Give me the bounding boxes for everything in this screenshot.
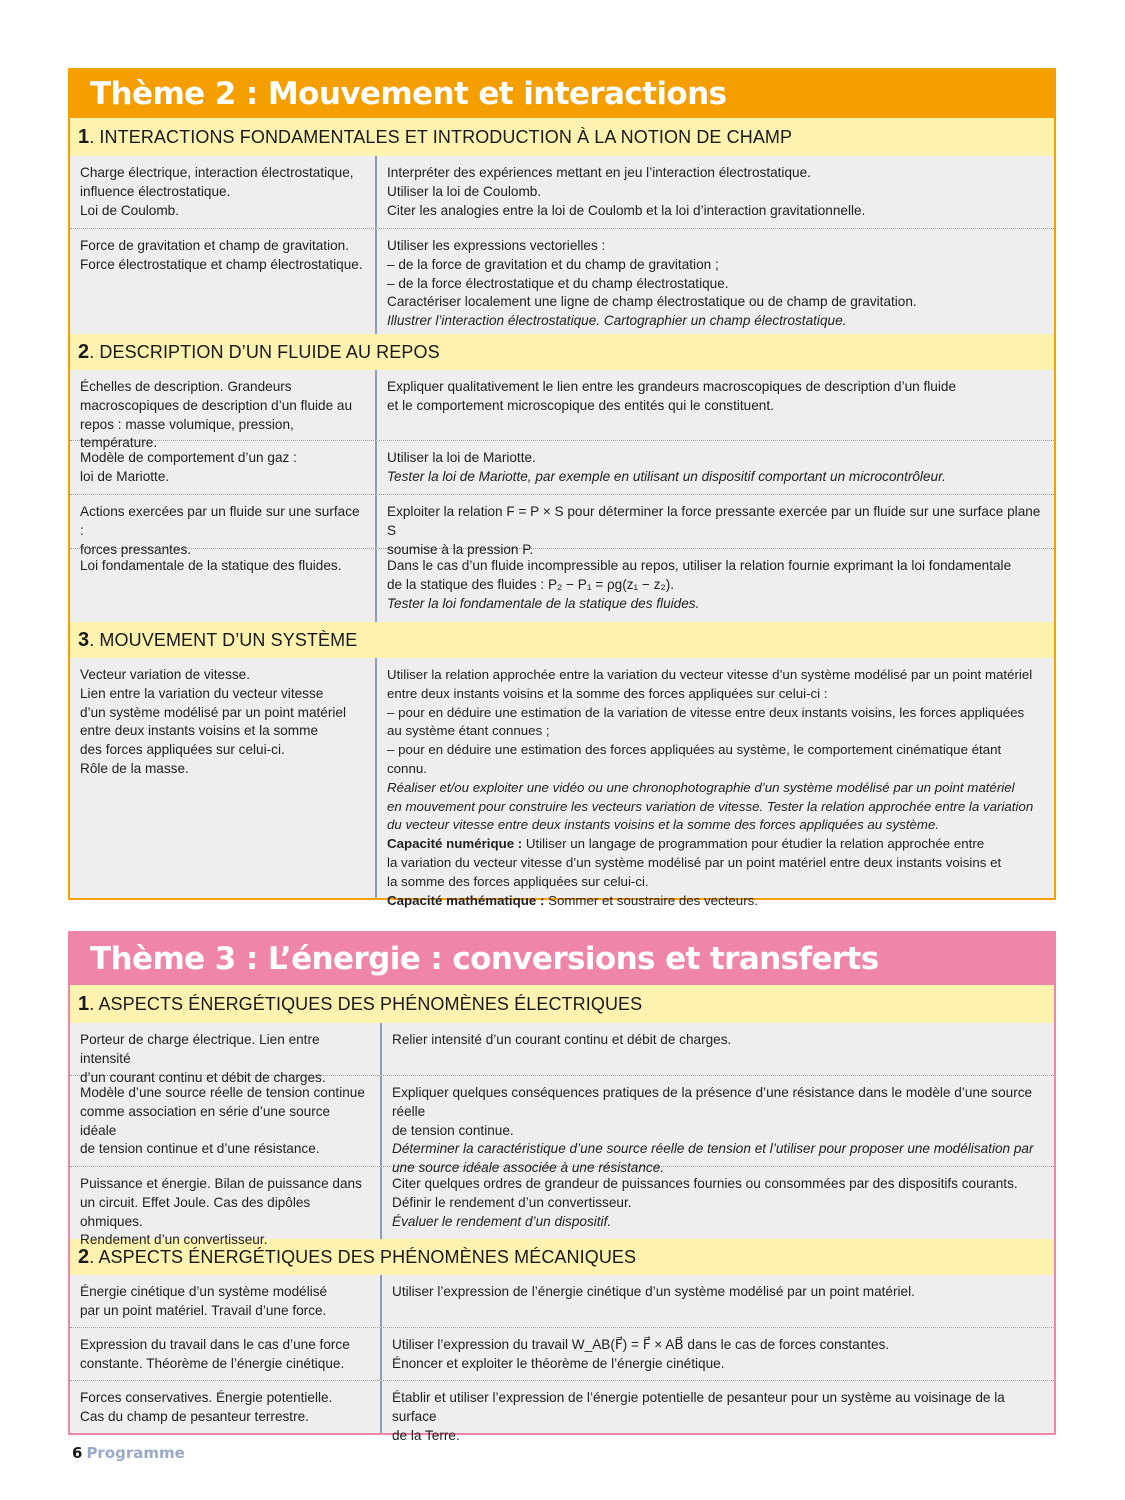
capacity-cell	[375, 549, 1054, 622]
theme-3-block	[68, 931, 1056, 1443]
cell-line: Modèle d’une source réelle de tension continue	[80, 1085, 365, 1100]
section-2-3-header	[70, 622, 1054, 658]
cell-line: Exploiter la relation F = P × S pour déterminer la force pressante exercée par un fluide sur une surface plane S	[387, 504, 1041, 538]
cell-line: Loi fondamentale de la statique des fluides.	[80, 558, 342, 573]
cell-line: Forces conservatives. Énergie potentielle.	[80, 1390, 333, 1405]
cell-line: un circuit. Effet Joule. Cas des dipôles ohmiques.	[80, 1194, 311, 1229]
section-number: 3	[78, 628, 90, 651]
cell-line: constante. Théorème de l’énergie cinétique.	[80, 1355, 345, 1371]
cell-line: Loi de Coulomb.	[80, 202, 179, 218]
section-2-2-header	[70, 334, 1054, 370]
cell-line: macroscopiques de description d’un fluide au	[80, 397, 353, 413]
cell-line: de la Terre.	[392, 1427, 460, 1443]
notion-cell	[70, 1167, 380, 1248]
cell-line-activity: Illustrer l’interaction électrostatique. Cartographier un champ électrostatique.	[387, 313, 847, 329]
cell-line: – de la force de gravitation et du champ de gravitation ;	[387, 256, 719, 272]
cell-line: Puissance et énergie. Bilan de puissance dans	[80, 1176, 362, 1191]
cell-line: d’un système modélisé par un point matériel	[80, 704, 346, 720]
cell-line: d’un courant continu et débit de charges.	[80, 1069, 326, 1085]
notion-cell	[70, 229, 375, 334]
section-title: . DESCRIPTION D’UN FLUIDE AU REPOS	[89, 341, 440, 362]
cell-line: Utiliser la relation approchée entre la variation du vecteur vitesse d’un système modélisé par un point matériel	[387, 667, 1033, 682]
cell-line: Modèle de comportement d’un gaz :	[80, 450, 297, 465]
capacity-cell	[375, 441, 1054, 494]
cell-line: la variation du vecteur vitesse d’un système modélisé par un point matériel entre deux instants voisins et	[387, 854, 1002, 870]
cell-line: Porteur de charge électrique. Lien entre intensité	[80, 1032, 320, 1066]
cell-line-activity: en mouvement pour construire les vecteurs variation de vitesse. Tester la relation approchée entre la variation	[387, 798, 1034, 814]
notion-cell	[70, 1076, 380, 1166]
math-capacity-label: Capacité mathématique :	[387, 892, 545, 908]
section-title: . INTERACTIONS FONDAMENTALES ET INTRODUCTION À LA NOTION DE CHAMP	[89, 126, 793, 147]
table-row	[70, 1275, 1054, 1327]
cell-line: forces pressantes.	[80, 541, 192, 557]
capacity-cell	[380, 1023, 1054, 1075]
section-number: 1	[78, 125, 90, 148]
capacity-cell	[380, 1381, 1054, 1443]
cell-line-activity: Réaliser et/ou exploiter une vidéo ou une chronophotographie d’un système modélisé par un point matériel	[387, 779, 1015, 795]
section-title: . ASPECTS ÉNERGÉTIQUES DES PHÉNOMÈNES ÉLECTRIQUES	[89, 993, 643, 1014]
page-number: 6	[72, 1444, 83, 1462]
section-title: . MOUVEMENT D’UN SYSTÈME	[89, 629, 358, 650]
table-row	[70, 156, 1054, 228]
table-row	[70, 440, 1054, 494]
cell-line: Sommer et soustraire des vecteurs.	[544, 892, 758, 908]
cell-line: – pour en déduire une estimation des forces appliquées au système, le comportement cinématique étant connu.	[387, 742, 1002, 776]
cell-line: Citer quelques ordres de grandeur de puissances fournies ou consommées par des dispositifs courants.	[392, 1176, 1018, 1191]
cell-line: Utiliser la loi de Coulomb.	[387, 183, 542, 199]
cell-line-activity: Évaluer le rendement d’un dispositif.	[392, 1213, 612, 1229]
table-row	[70, 494, 1054, 557]
cell-line: Rendement d’un convertisseur.	[80, 1232, 268, 1248]
cell-line-activity: une source idéale associée à une résistance.	[392, 1160, 665, 1176]
table-row	[70, 1166, 1054, 1248]
cell-line: Actions exercées par un fluide sur une surface :	[80, 504, 360, 538]
capacity-cell	[375, 495, 1054, 557]
cell-line: des forces appliquées sur celui-ci.	[80, 742, 285, 758]
math-capacity-line	[387, 892, 1044, 911]
section-title: . ASPECTS ÉNERGÉTIQUES DES PHÉNOMÈNES MÉCANIQUES	[89, 1246, 637, 1267]
theme-2-block	[68, 68, 1056, 908]
cell-line: Relier intensité d’un courant continu et débit de charges.	[392, 1032, 732, 1047]
footer-label: Programme	[86, 1444, 185, 1462]
notion-cell	[70, 370, 375, 451]
table-row	[70, 1023, 1054, 1085]
cell-line: soumise à la pression P.	[387, 541, 534, 557]
cell-line: repos : masse volumique, pression, température.	[80, 416, 294, 451]
cell-line-activity: Tester la loi fondamentale de la statique des fluides.	[387, 595, 700, 611]
cell-line: Établir et utiliser l’expression de l’énergie potentielle de pesanteur pour un système au voisinage de la surface	[392, 1390, 1005, 1424]
capacity-cell	[375, 156, 1054, 228]
cell-line: Utiliser l’expression de l’énergie cinétique d’un système modélisé par un point matériel.	[392, 1284, 915, 1299]
cell-line: au système étant connues ;	[387, 723, 550, 739]
cell-line: Lien entre la variation du vecteur vitesse	[80, 685, 324, 701]
section-number: 1	[78, 992, 90, 1015]
notion-cell	[70, 441, 375, 494]
notion-cell	[70, 658, 375, 898]
cell-line-activity: Déterminer la caractéristique d’une source réelle de tension et l’utiliser pour proposer une modélisation par	[392, 1141, 1034, 1157]
cell-line: la somme des forces appliquées sur celui-ci.	[387, 873, 649, 889]
notion-cell	[70, 549, 375, 622]
notion-cell	[70, 495, 375, 557]
cell-line-formula: Utiliser l’expression du travail W_AB(F⃗) = F⃗ × AB⃗ dans le cas de forces constantes.	[392, 1337, 890, 1352]
notion-cell	[70, 156, 375, 228]
cell-line: Force électrostatique et champ électrostatique.	[80, 256, 363, 272]
capacity-cell	[375, 370, 1054, 440]
cell-line-activity: du vecteur vitesse entre deux instants voisins et la somme des forces appliquées au système.	[387, 817, 940, 833]
cell-line: Rôle de la masse.	[80, 760, 189, 776]
cell-line: Utiliser la loi de Mariotte.	[387, 450, 536, 465]
cell-line: Échelles de description. Grandeurs	[80, 379, 292, 394]
capacity-cell	[375, 658, 1054, 908]
cell-line: Interpréter des expériences mettant en jeu l’interaction électrostatique.	[387, 165, 811, 180]
capacity-cell	[380, 1275, 1054, 1327]
cell-line: Expliquer qualitativement le lien entre les grandeurs macroscopiques de description d’un fluide	[387, 379, 956, 394]
notion-cell	[70, 1381, 380, 1433]
cell-line: entre deux instants voisins et la somme	[80, 723, 319, 739]
cell-line-formula: de la statique des fluides : P₂ − P₁ = ρg(z₁ − z₂).	[387, 576, 675, 592]
capacity-cell	[380, 1167, 1054, 1239]
section-number: 2	[78, 340, 90, 363]
capacity-cell	[375, 229, 1054, 334]
digital-capacity-line	[387, 835, 1044, 854]
cell-line: Force de gravitation et champ de gravitation.	[80, 238, 350, 253]
table-row	[70, 1327, 1054, 1380]
cell-line: Vecteur variation de vitesse.	[80, 667, 251, 682]
cell-line: Cas du champ de pesanteur terrestre.	[80, 1408, 309, 1424]
cell-line: par un point matériel. Travail d’une force.	[80, 1302, 327, 1318]
cell-line: Énoncer et exploiter le théorème de l’énergie cinétique.	[392, 1355, 725, 1371]
notion-cell	[70, 1275, 380, 1327]
digital-capacity-label: Capacité numérique :	[387, 836, 523, 852]
cell-line: loi de Mariotte.	[80, 468, 170, 484]
section-3-1-header	[70, 985, 1054, 1023]
table-row	[70, 548, 1054, 622]
section-number: 2	[78, 1245, 90, 1268]
notion-cell	[70, 1023, 380, 1085]
table-row	[70, 1380, 1054, 1443]
cell-line: influence électrostatique.	[80, 183, 231, 199]
cell-line: – de la force électrostatique et du champ électrostatique.	[387, 275, 729, 291]
cell-line: Citer les analogies entre la loi de Coulomb et la loi d’interaction gravitationnelle.	[387, 202, 866, 218]
cell-line: Expliquer quelques conséquences pratiques de la présence d’une résistance dans le modèle d’une source réelle	[392, 1085, 1033, 1119]
cell-line: de tension continue.	[392, 1122, 514, 1138]
cell-line: et le comportement microscopique des entités qui le constituent.	[387, 397, 774, 413]
cell-line: Énergie cinétique d’un système modélisé	[80, 1284, 328, 1299]
section-2-1-header	[70, 118, 1054, 156]
theme-2-title: Thème 2 : Mouvement et interactions	[70, 70, 1054, 118]
capacity-cell	[380, 1328, 1054, 1380]
cell-line: Caractériser localement une ligne de champ électrostatique ou de champ de gravitation.	[387, 294, 917, 310]
table-row	[70, 370, 1054, 451]
theme-3-title: Thème 3 : L’énergie : conversions et transferts	[70, 933, 1054, 985]
page-footer	[72, 1444, 185, 1462]
cell-line: de tension continue et d’une résistance.	[80, 1141, 320, 1157]
notion-cell	[70, 1328, 380, 1380]
cell-line: Utiliser un langage de programmation pour étudier la relation approchée entre	[522, 836, 985, 852]
cell-line: – pour en déduire une estimation de la variation de vitesse entre deux instants voisins, les forces appliquées	[387, 704, 1025, 720]
table-row	[70, 228, 1054, 334]
cell-line: comme association en série d’une source idéale	[80, 1103, 331, 1138]
cell-line: Définir le rendement d’un convertisseur.	[392, 1194, 632, 1210]
cell-line: Charge électrique, interaction électrostatique,	[80, 165, 354, 180]
capacity-cell	[380, 1076, 1054, 1176]
cell-line: Expression du travail dans le cas d’une force	[80, 1337, 350, 1352]
cell-line-activity: Tester la loi de Mariotte, par exemple en utilisant un dispositif comportant un microcontrôleur.	[387, 468, 946, 484]
table-row	[70, 1075, 1054, 1176]
cell-line: Utiliser les expressions vectorielles :	[387, 238, 606, 253]
cell-line: entre deux instants voisins et la somme des forces appliquées sur celui-ci :	[387, 685, 828, 701]
cell-line: Dans le cas d’un fluide incompressible au repos, utiliser la relation fournie exprimant la loi fondamentale	[387, 558, 1012, 573]
table-row	[70, 658, 1054, 908]
